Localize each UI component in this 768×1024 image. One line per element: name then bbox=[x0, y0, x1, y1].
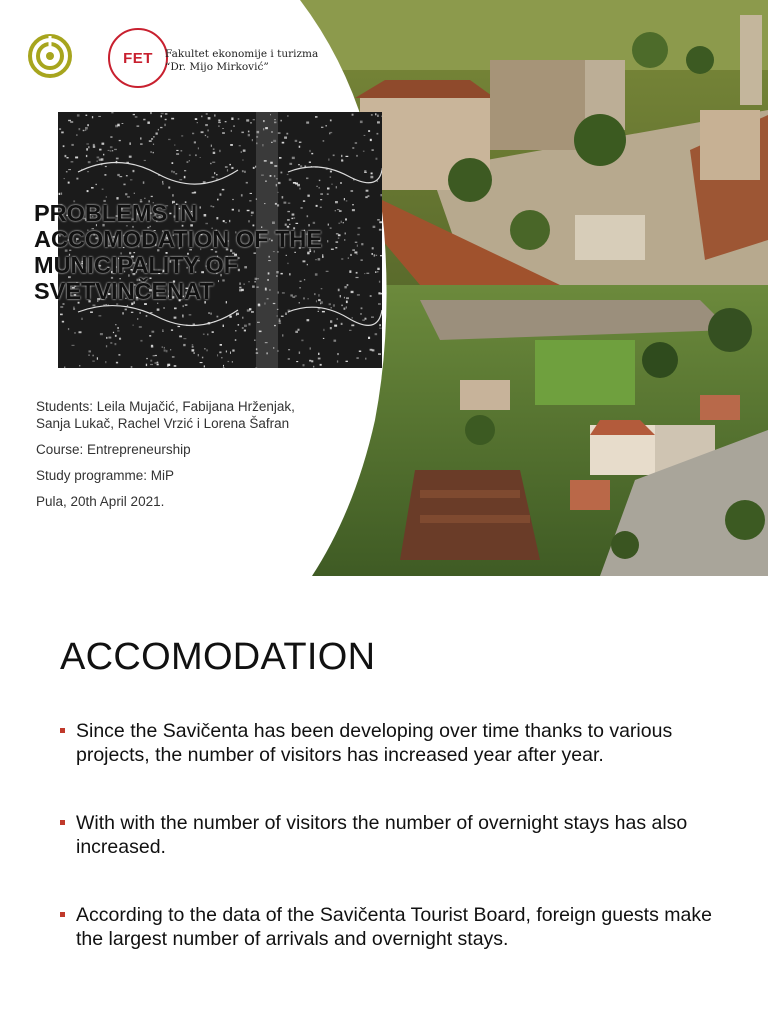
fet-logo bbox=[108, 28, 168, 88]
students-line1: Students: Leila Mujačić, Fabijana Hrženjak, bbox=[36, 399, 295, 414]
logos-bar bbox=[18, 24, 318, 94]
bullet-item bbox=[60, 811, 740, 859]
presentation-title: PROBLEMS IN ACCOMODATION OF THE MUNICIPALITY OF SVETVINČENAT bbox=[34, 200, 323, 304]
faculty-name bbox=[165, 48, 318, 74]
bullet-list bbox=[60, 719, 740, 951]
faculty-name-line1: Fakultet ekonomije i turizma bbox=[165, 48, 319, 60]
study-programme-text: Study programme: MiP bbox=[36, 468, 175, 483]
slide-title: ACCOMODATION bbox=[60, 636, 376, 678]
bullet-text: With with the number of visitors the number of overnight stays has also increased. bbox=[76, 812, 688, 858]
date-text: Pula, 20th April 2021. bbox=[36, 494, 165, 509]
course-text: Course: Entrepreneurship bbox=[36, 442, 191, 457]
bullet-square-icon bbox=[60, 820, 65, 825]
bullet-item bbox=[60, 903, 740, 951]
bullet-square-icon bbox=[60, 728, 65, 733]
bullet-square-icon bbox=[60, 912, 65, 917]
bullet-item bbox=[60, 719, 740, 767]
fet-logo-text: FET bbox=[123, 49, 153, 67]
faculty-name-line2: “Dr. Mijo Mirković” bbox=[165, 61, 269, 73]
university-seal-icon bbox=[18, 24, 82, 88]
accomodation-slide bbox=[0, 576, 768, 1024]
bullet-text: Since the Savičenta has been developing over time thanks to various projects, the number of visitors has increased year after year. bbox=[76, 720, 673, 766]
bullet-text: According to the data of the Savičenta Tourist Board, foreign guests make the largest number of arrivals and overnight stays. bbox=[76, 904, 712, 950]
students-line2: Sanja Lukač, Rachel Vrzić i Lorena Šafran bbox=[36, 416, 290, 431]
students-text bbox=[36, 398, 336, 432]
presentation-info bbox=[36, 398, 336, 519]
